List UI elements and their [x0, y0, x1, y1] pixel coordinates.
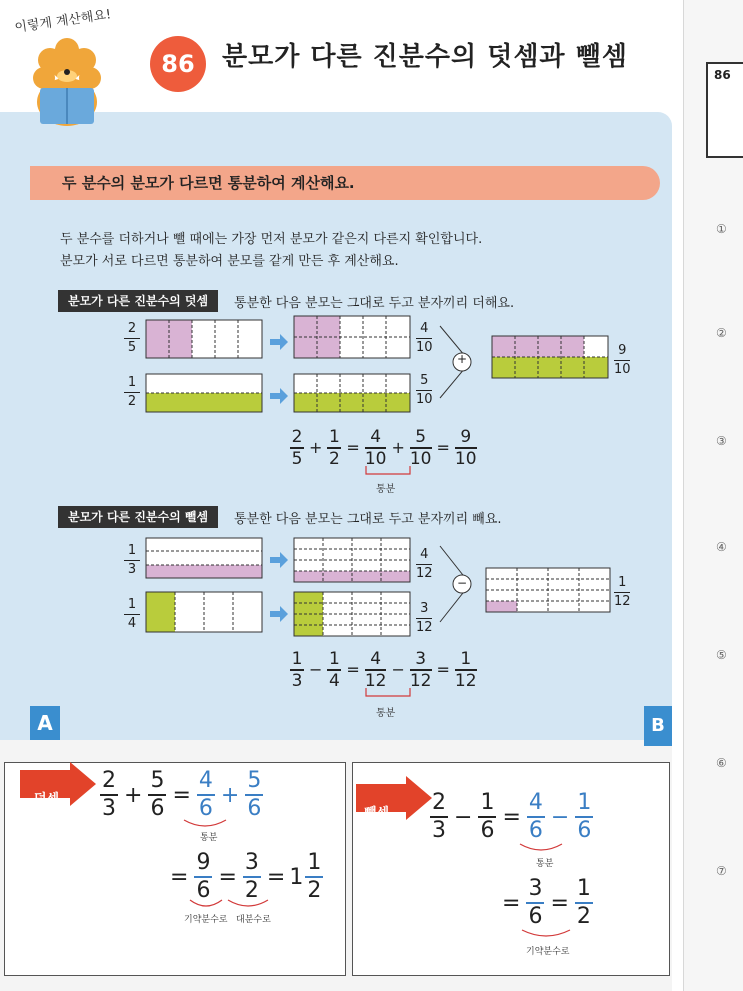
addition-common-bracket — [364, 466, 414, 478]
addition-common-1 — [416, 322, 433, 355]
next-item-6: ⑥ — [716, 756, 727, 770]
subtraction-equation: 1 3 − 1 4 = 4 12 − 3 12 = 1 12 — [291, 649, 477, 691]
intro-line-2: 분모가 서로 다르면 통분하여 분모를 같게 만든 후 계산해요. — [60, 254, 399, 269]
next-item-1: ① — [716, 222, 727, 236]
next-page-box — [706, 62, 743, 158]
numerator: 1 — [127, 375, 137, 390]
subtraction-result-fraction — [614, 576, 631, 609]
next-page-box-label: 86 — [714, 68, 731, 82]
header-tagline: 이렇게 계산해요! — [13, 7, 113, 36]
numerator: 3 — [420, 601, 429, 616]
next-item-3: ③ — [716, 434, 727, 448]
addition-result-fraction — [614, 344, 631, 377]
example-a-improper-note: 기약분수로 — [184, 915, 228, 925]
example-b-common-note: 통분 — [536, 859, 554, 869]
example-b-equation-1: 2 3 − 1 6 = 4 6 − 1 6 — [432, 790, 592, 843]
example-b-equation-2: = 3 6 = 1 2 — [502, 876, 591, 929]
denominator: 10 — [614, 362, 631, 377]
numerator: 9 — [618, 343, 627, 358]
denominator: 10 — [416, 392, 433, 407]
numerator: 4 — [420, 547, 429, 562]
subtraction-description: 통분한 다음 분모는 그대로 두고 분자끼리 빼요. — [234, 512, 502, 527]
numerator: 1 — [127, 597, 137, 612]
next-item-4: ④ — [716, 540, 727, 554]
example-a-equation-2: = 9 6 = 3 2 = 1 1 2 — [170, 850, 322, 903]
denominator: 12 — [416, 566, 433, 581]
addition-equation: 2 5 + 1 2 = 4 10 + 5 10 = 9 10 — [291, 427, 477, 469]
subtraction-common-1 — [416, 548, 433, 581]
numerator: 5 — [420, 373, 429, 388]
tab-b[interactable]: B — [644, 706, 672, 746]
numerator: 4 — [420, 321, 429, 336]
subtraction-tag: 분모가 다른 진분수의 뺄셈 — [58, 506, 218, 528]
section-banner — [30, 166, 660, 200]
example-a-common-note: 통분 — [200, 833, 218, 843]
denominator: 10 — [416, 340, 433, 355]
addition-fraction-2 — [124, 376, 140, 409]
next-item-2: ② — [716, 326, 727, 340]
addition-common-label: 통분 — [376, 484, 396, 495]
plus-icon: + — [457, 352, 468, 366]
subtraction-common-label: 통분 — [376, 708, 396, 719]
subtraction-example-label: 뺄셈 — [364, 806, 390, 821]
subtraction-diagram — [120, 534, 660, 640]
intro-line-1: 두 분수를 더하거나 뺄 때에는 가장 먼저 분모가 같은지 다른지 확인합니다. — [60, 232, 483, 247]
numerator: 1 — [127, 543, 137, 558]
next-page — [683, 0, 743, 991]
addition-common-2 — [416, 374, 433, 407]
subtraction-fraction-1 — [124, 544, 140, 577]
addition-tag: 분모가 다른 진분수의 덧셈 — [58, 290, 218, 312]
addition-fraction-1 — [124, 322, 140, 355]
subtraction-common-2 — [416, 602, 433, 635]
denominator: 3 — [127, 562, 137, 577]
denominator: 12 — [416, 620, 433, 635]
example-a-reduce-arcs — [186, 898, 286, 912]
denominator: 12 — [614, 594, 631, 609]
page-title: 분모가 다른 진분수의 덧셈과 뺄셈 — [222, 42, 628, 72]
denominator: 4 — [127, 616, 137, 631]
addition-description: 통분한 다음 분모는 그대로 두고 분자끼리 더해요. — [234, 296, 515, 311]
next-item-5: ⑤ — [716, 648, 727, 662]
addition-diagram — [120, 312, 660, 422]
example-a-equation-1: 2 3 + 5 6 = 4 6 + 5 6 — [102, 768, 262, 821]
addition-example-label: 덧셈 — [34, 792, 60, 807]
next-item-7: ⑦ — [716, 864, 727, 878]
numerator: 1 — [618, 575, 627, 590]
example-b-common-arc — [516, 842, 566, 856]
banner-text: 두 분수의 분모가 다르면 통분하여 계산해요. — [62, 174, 355, 192]
tab-a[interactable]: A — [30, 706, 60, 740]
subtraction-common-bracket — [364, 688, 414, 700]
example-a-mixed-note: 대분수로 — [236, 915, 271, 925]
example-b-reduce-arc — [518, 928, 578, 942]
denominator: 5 — [127, 340, 137, 355]
subtraction-fraction-2 — [124, 598, 140, 631]
example-b-reduce-note: 기약분수로 — [526, 947, 570, 957]
minus-icon: − — [457, 576, 468, 590]
lesson-number-badge: 86 — [150, 36, 206, 92]
denominator: 2 — [127, 394, 137, 409]
mascot-reading-icon — [22, 32, 112, 132]
numerator: 2 — [127, 321, 137, 336]
